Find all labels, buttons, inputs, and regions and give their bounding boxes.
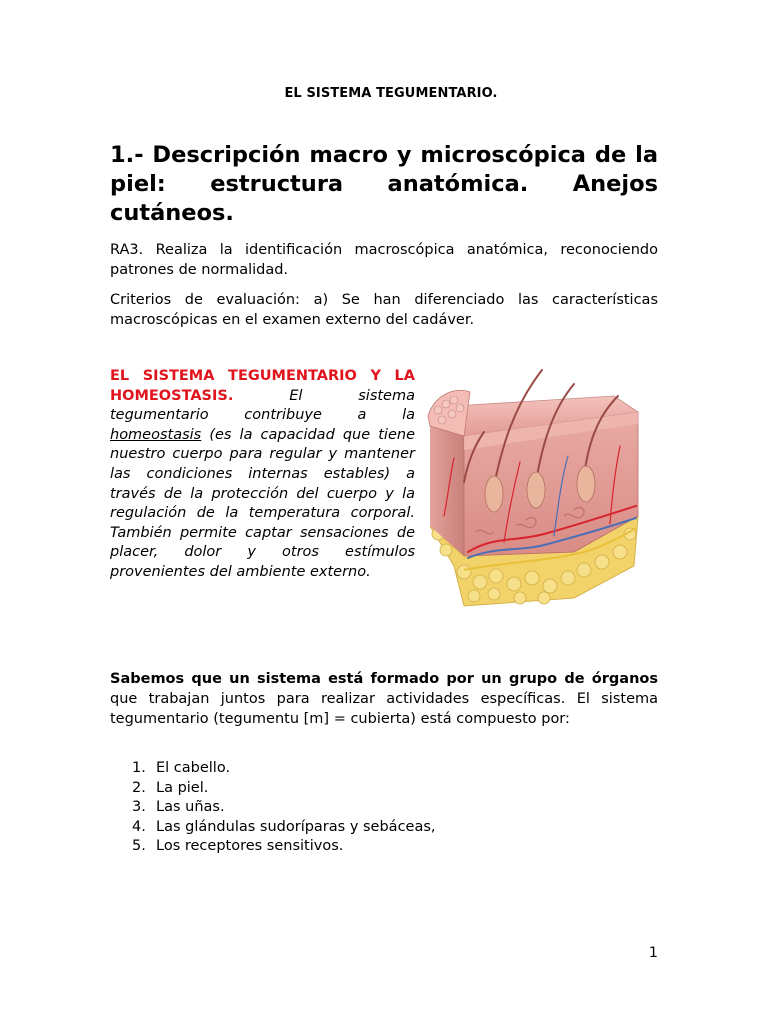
list-text: Los receptores sensitivos. [156,838,344,855]
organs-list [132,759,436,857]
list-number: 3. [132,799,146,816]
homeostasis-term: homeostasis [110,426,202,443]
sabemos-paragraph [110,669,658,729]
list-text: El cabello. [156,760,231,776]
criterios-paragraph: Criterios de evaluación: a) Se han diferenciado las características macroscópicas en el examen externo del cadáver. [110,292,658,328]
list-item [132,818,436,838]
list-item [132,759,436,779]
document-title: EL SISTEMA TEGUMENTARIO. [284,86,498,101]
list-number: 2. [132,779,146,796]
homeostasis-paragraph [110,367,415,583]
skin-cross-section-figure [424,366,646,612]
homeostasis-heading-dot: . [227,387,234,404]
sabemos-rest: que trabajan juntos para realizar actividades específicas. El sistema tegumentario (tegumentu [m] = cubierta) está compuesto por: [110,691,658,727]
list-text: Las uñas. [156,799,225,816]
list-item [132,798,436,818]
ra3-paragraph: RA3. Realiza la identificación macroscópica anatómica, reconociendo patrones de normalidad. [110,242,658,278]
list-number: 4. [132,818,146,835]
homeostasis-heading: EL SISTEMA TEGUMENTARIO Y LA HOMEOSTASIS [110,368,415,404]
homeostasis-text-after: (es la capacidad que tiene nuestro cuerpo para regular y mantener las condiciones internas estables) a través de la protección del cuerpo y la regulación de la temperatura corporal. También permite captar sensaciones de placer, dolor y otros estímulos provenientes del ambiente externo. [110,426,415,580]
list-item [132,837,436,857]
list-text: La piel. [156,779,209,796]
list-item [132,779,436,799]
list-number: 5. [132,838,146,855]
list-number: 1. [132,760,146,776]
section-heading: 1.- Descripción macro y microscópica de la piel: estructura anatómica. Anejos cutáneos. [110,142,658,226]
page-number: 1 [648,945,658,961]
homeostasis-text-before: El sistema tegumentario contribuye a la [110,387,415,424]
sabemos-bold: Sabemos que un sistema está formado por un grupo de órganos [110,671,658,687]
list-text: Las glándulas sudoríparas y sebáceas, [156,818,436,835]
